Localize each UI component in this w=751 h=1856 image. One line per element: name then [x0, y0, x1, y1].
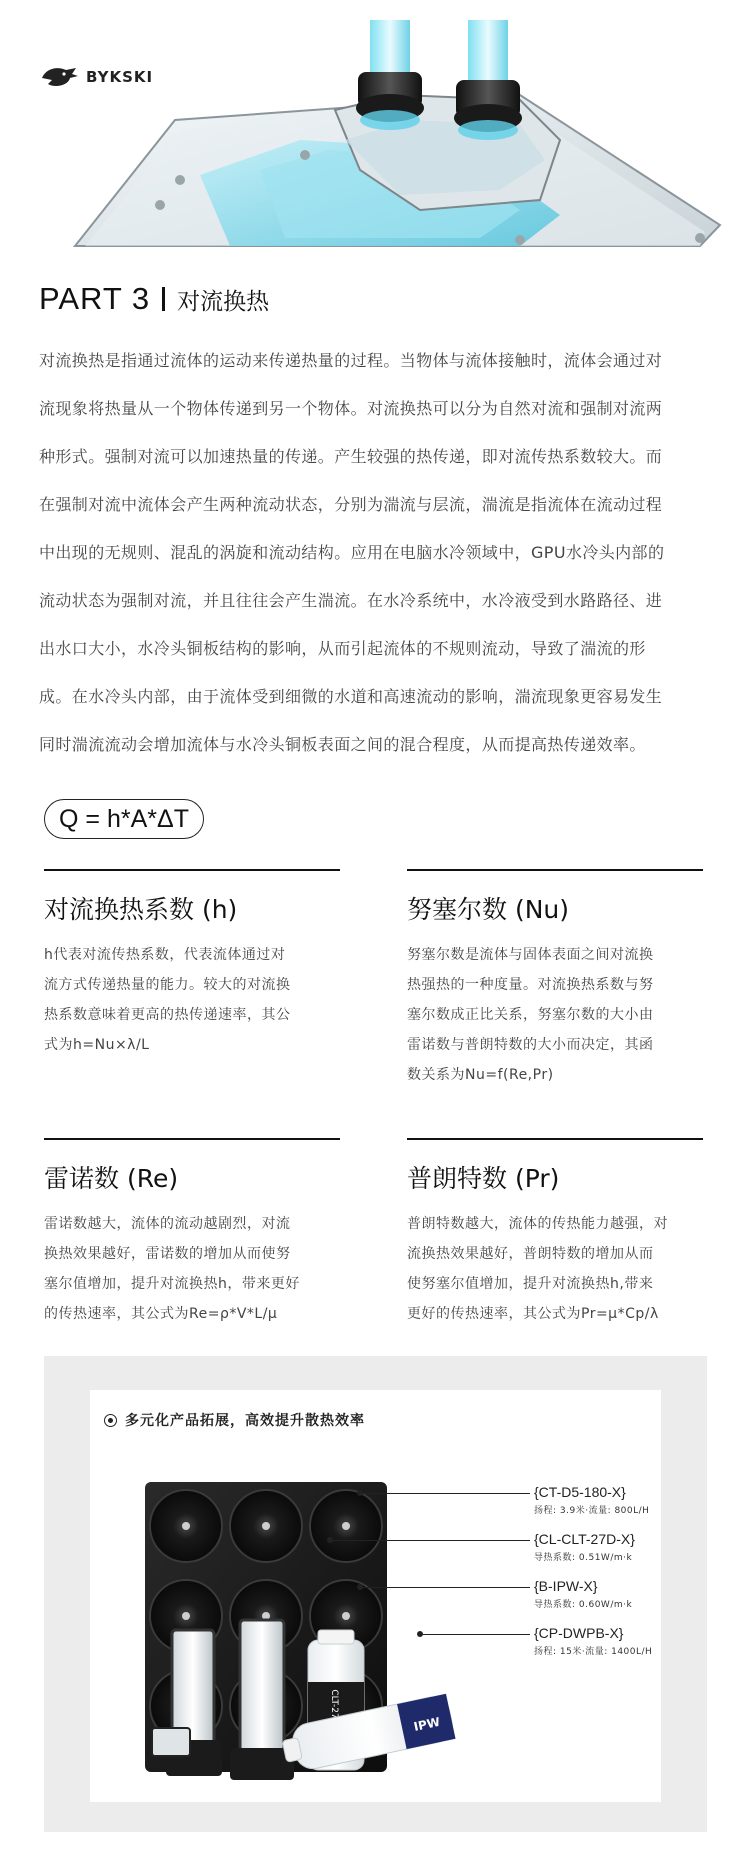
brand-name: BYKSKI	[86, 68, 154, 86]
card-line: 换热效果越好，雷诺数的增加从而使努	[44, 1246, 291, 1262]
card-rule	[407, 1138, 703, 1140]
spec-coolant	[534, 1530, 635, 1565]
card-line: 普朗特数越大，流体的传热能力越强，对	[407, 1216, 668, 1232]
target-dot-icon	[108, 1418, 113, 1423]
panel-header	[104, 1410, 365, 1430]
leader-line	[360, 1587, 530, 1588]
product-card	[90, 1390, 661, 1802]
card-convection-coefficient	[44, 869, 340, 1060]
spec-name: {CT-D5-180-X}	[534, 1484, 626, 1500]
card-title: 努塞尔数 (Nu)	[407, 895, 569, 924]
leader-dot	[327, 1537, 333, 1543]
card-line: 流方式传递热量的能力。较大的对流换	[44, 977, 291, 993]
card-title: 普朗特数 (Pr)	[407, 1164, 560, 1193]
leader-line	[420, 1634, 530, 1635]
part-label: PART 3	[39, 281, 151, 316]
card-body	[44, 940, 340, 1060]
card-reynolds-number	[44, 1138, 340, 1329]
intro-line: 种形式。强制对流可以加速热量的传递。产生较强的热传递，即对流传热系数较大。而	[39, 447, 663, 466]
product-panel	[44, 1356, 707, 1832]
spec-detail: 扬程: 15米·流量: 1400L/H	[534, 1647, 653, 1657]
leader-dot	[357, 1584, 363, 1590]
intro-line: 对流换热是指通过流体的运动来传递热量的过程。当物体与流体接触时，流体会通过对	[39, 351, 663, 370]
intro-line: 出水口大小，水冷头铜板结构的影响，从而引起流体的不规则流动，导致了湍流的形	[39, 639, 646, 658]
card-line: 更好的传热速率，其公式为Pr=μ*Cp/λ	[407, 1306, 659, 1322]
leader-dot	[357, 1490, 363, 1496]
card-body	[407, 1209, 703, 1329]
card-line: 雷诺数与普朗特数的大小而决定，其函	[407, 1037, 654, 1053]
spec-pump	[534, 1483, 649, 1518]
intro-line: 流现象将热量从一个物体传递到另一个物体。对流换热可以分为自然对流和强制对流两	[39, 399, 663, 418]
spec-name: {B-IPW-X}	[534, 1578, 598, 1594]
card-line: 的传热速率，其公式为Re=ρ*V*L/μ	[44, 1306, 278, 1322]
dragon-logo-icon	[40, 64, 80, 90]
intro-paragraph	[39, 337, 719, 769]
target-icon	[104, 1414, 117, 1427]
card-line: 数关系为Nu=f(Re,Pr)	[407, 1067, 554, 1083]
card-line: 使努塞尔值增加，提升对流换热h,带来	[407, 1276, 654, 1292]
card-line: 热系数意味着更高的热传递速率，其公	[44, 1007, 291, 1023]
card-line: 塞尔数成正比关系，努塞尔数的大小由	[407, 1007, 654, 1023]
gpu-waterblock-image	[0, 0, 751, 252]
card-line: 式为h=Nu×λ/L	[44, 1037, 150, 1053]
part-title: 对流换热	[177, 288, 270, 315]
coolant-bottle-label: CLT-27D-X	[329, 1689, 339, 1735]
hero-banner	[0, 0, 751, 252]
formula-badge: Q = h*A*ΔT	[44, 799, 204, 839]
card-nusselt-number	[407, 869, 703, 1090]
card-body	[407, 940, 703, 1090]
card-rule	[407, 869, 703, 871]
section-heading	[39, 281, 269, 317]
spec-detail: 导热系数: 0.51W/m·k	[534, 1553, 633, 1563]
spec-name: {CL-CLT-27D-X}	[534, 1531, 635, 1547]
leader-line	[360, 1493, 530, 1494]
spec-detail: 扬程: 3.9米·流量: 800L/H	[534, 1506, 650, 1516]
card-rule	[44, 869, 340, 871]
card-prandtl-number	[407, 1138, 703, 1329]
card-line: 雷诺数越大，流体的流动越剧烈，对流	[44, 1216, 291, 1232]
spec-name: {CP-DWPB-X}	[534, 1625, 624, 1641]
intro-line: 同时湍流流动会增加流体与水冷头铜板表面之间的混合程度，从而提高热传递效率。	[39, 735, 646, 754]
intro-line: 成。在水冷头内部，由于流体受到细微的水道和高速流动的影响，湍流现象更容易发生	[39, 687, 663, 706]
spec-detail: 导热系数: 0.60W/m·k	[534, 1600, 633, 1610]
intro-line: 中出现的无规则、混乱的涡旋和流动结构。应用在电脑水冷领域中，GPU水冷头内部的	[39, 543, 665, 562]
card-line: 努塞尔数是流体与固体表面之间对流换	[407, 947, 654, 963]
leader-line	[330, 1540, 530, 1541]
brand-logo	[40, 64, 153, 90]
heading-divider	[162, 287, 165, 311]
intro-line: 流动状态为强制对流，并且往往会产生湍流。在水冷系统中，水冷液受到水路路径、进	[39, 591, 663, 610]
leader-dot	[417, 1631, 423, 1637]
card-title: 雷诺数 (Re)	[44, 1164, 179, 1193]
additive-bottle-label: IPW	[412, 1714, 442, 1734]
card-line: 热强热的一种度量。对流换热系数与努	[407, 977, 654, 993]
card-line: h代表对流传热系数，代表流体通过对	[44, 947, 286, 963]
spec-pump-block	[534, 1624, 652, 1659]
card-line: 塞尔值增加，提升对流换热h，带来更好	[44, 1276, 300, 1292]
card-body	[44, 1209, 340, 1329]
intro-line: 在强制对流中流体会产生两种流动状态，分别为湍流与层流，湍流是指流体在流动过程	[39, 495, 663, 514]
spec-additive	[534, 1577, 632, 1612]
panel-title: 多元化产品拓展，高效提升散热效率	[125, 1413, 365, 1429]
card-line: 流换热效果越好，普朗特数的增加从而	[407, 1246, 654, 1262]
card-rule	[44, 1138, 340, 1140]
card-title: 对流换热系数 (h)	[44, 895, 238, 924]
